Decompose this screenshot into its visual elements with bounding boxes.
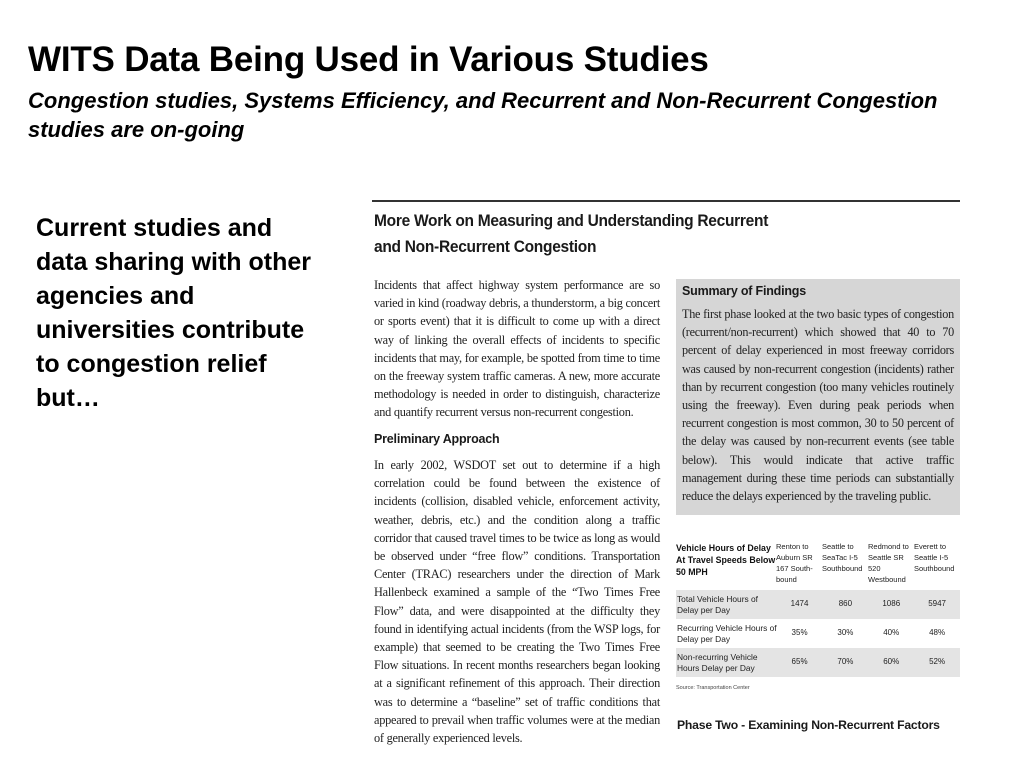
table-cell: 40% (883, 628, 900, 638)
table-cell: 52% (929, 657, 946, 667)
table-cell: 70% (837, 657, 854, 667)
table-row (676, 619, 960, 648)
phase-two-heading: Phase Two - Examining Non-Recurrent Factors (677, 718, 940, 732)
summary-paragraph: The first phase looked at the two basic types of congestion (recurrent/non-recurrent) which showed that 40 to 70 percent of delay experienced in most freeway corridors was caused by non-recurrent congestion (incidents) rather than by recurrent congestion (too many vehicles routinely using the freeway). Even during peak periods when recurrent congestion is most common, 30 to 50 percent of the delay was caused by non-recurrent events (see table below). This would indicate that active traffic management during these time periods can substantially reduce the delays experienced by the traveling public. (682, 307, 954, 504)
column-header: Redmond to Seattle SR 520 Westbound (868, 542, 909, 584)
left-summary-text: Current studies and data sharing with other agencies and universities contribute to congestion relief but… (36, 214, 312, 412)
table-cell: 860 (838, 599, 853, 609)
slide-subtitle: Congestion studies, Systems Efficiency, and Recurrent and Non-Recurrent Congestion studies are on-going (28, 88, 938, 142)
table-cell: 1086 (882, 599, 901, 609)
delay-table (676, 536, 960, 694)
intro-paragraph: Incidents that affect highway system performance are so varied in kind (roadway debris, a thunderstorm, a big concert or sports event) that it is difficult to come up with a direct way of linking the overall effects of incidents to specific incidents that may, for example, be spotted from time to time on the freeway system traffic cameras. A new, more accurate methodology is needed in order to distinguish, characterize and quantify recurrent versus non-recurrent congestion. (374, 278, 660, 420)
table-cell: 60% (883, 657, 900, 667)
summary-of-findings-box (676, 279, 960, 515)
table-header-row (676, 536, 960, 590)
preliminary-approach-paragraph: In early 2002, WSDOT set out to determine if a high correlation could be found between the existence of incidents (collision, disabled vehicle, enforcement activity, weather, debris, etc.) and the condition along a traffic corridor that caused travel times to be twice as long as would be observed under “free flow” conditions. Transportation Center (TRAC) researchers under the direction of Mark Hallenbeck examined a sample of the “Two Times Free Flow” data, and were disappointed at the difficulty they found in identifying actual incidents (from the WSP logs, for example) that seemed to be creating the Two Times Free Flow situations. In recent months researchers began looking at a significant refinement of this approach. Their direction was to determine a “baseline” set of traffic conditions that appeared to prevail when traffic volumes were at the median of generally experienced levels. (374, 458, 660, 746)
document-excerpt (372, 200, 960, 745)
table-cell: 30% (837, 628, 854, 638)
table-cell: 5947 (928, 599, 946, 609)
table-row (676, 590, 960, 619)
top-rule (372, 200, 960, 202)
document-heading: More Work on Measuring and Understanding Recurrent and Non-Recurrent Congestion (374, 212, 769, 256)
column-header: Everett to Seattle I-5 Southbound (914, 542, 955, 573)
table-cell: 48% (929, 628, 946, 638)
table-source: Source: Transportation Center (676, 685, 750, 691)
table-cell: 1474 (790, 599, 809, 609)
slide-title: WITS Data Being Used in Various Studies (28, 40, 709, 79)
column-header: Renton to Auburn SR 167 South-bound (776, 542, 813, 584)
table-header-label: Vehicle Hours of Delay At Travel Speeds Below 50 MPH (676, 543, 776, 577)
row-label: Recurring Vehicle Hours of Delay per Day (677, 622, 777, 644)
column-header: Seattle to SeaTac I-5 Southbound (822, 542, 863, 573)
table-cell: 65% (791, 657, 808, 667)
row-label: Total Vehicle Hours of Delay per Day (677, 593, 758, 615)
summary-heading: Summary of Findings (682, 284, 806, 298)
preliminary-approach-heading: Preliminary Approach (374, 432, 500, 446)
table-cell: 35% (791, 628, 808, 638)
table-row (676, 648, 960, 677)
row-label: Non-recurring Vehicle Hours Delay per Day (677, 651, 758, 673)
